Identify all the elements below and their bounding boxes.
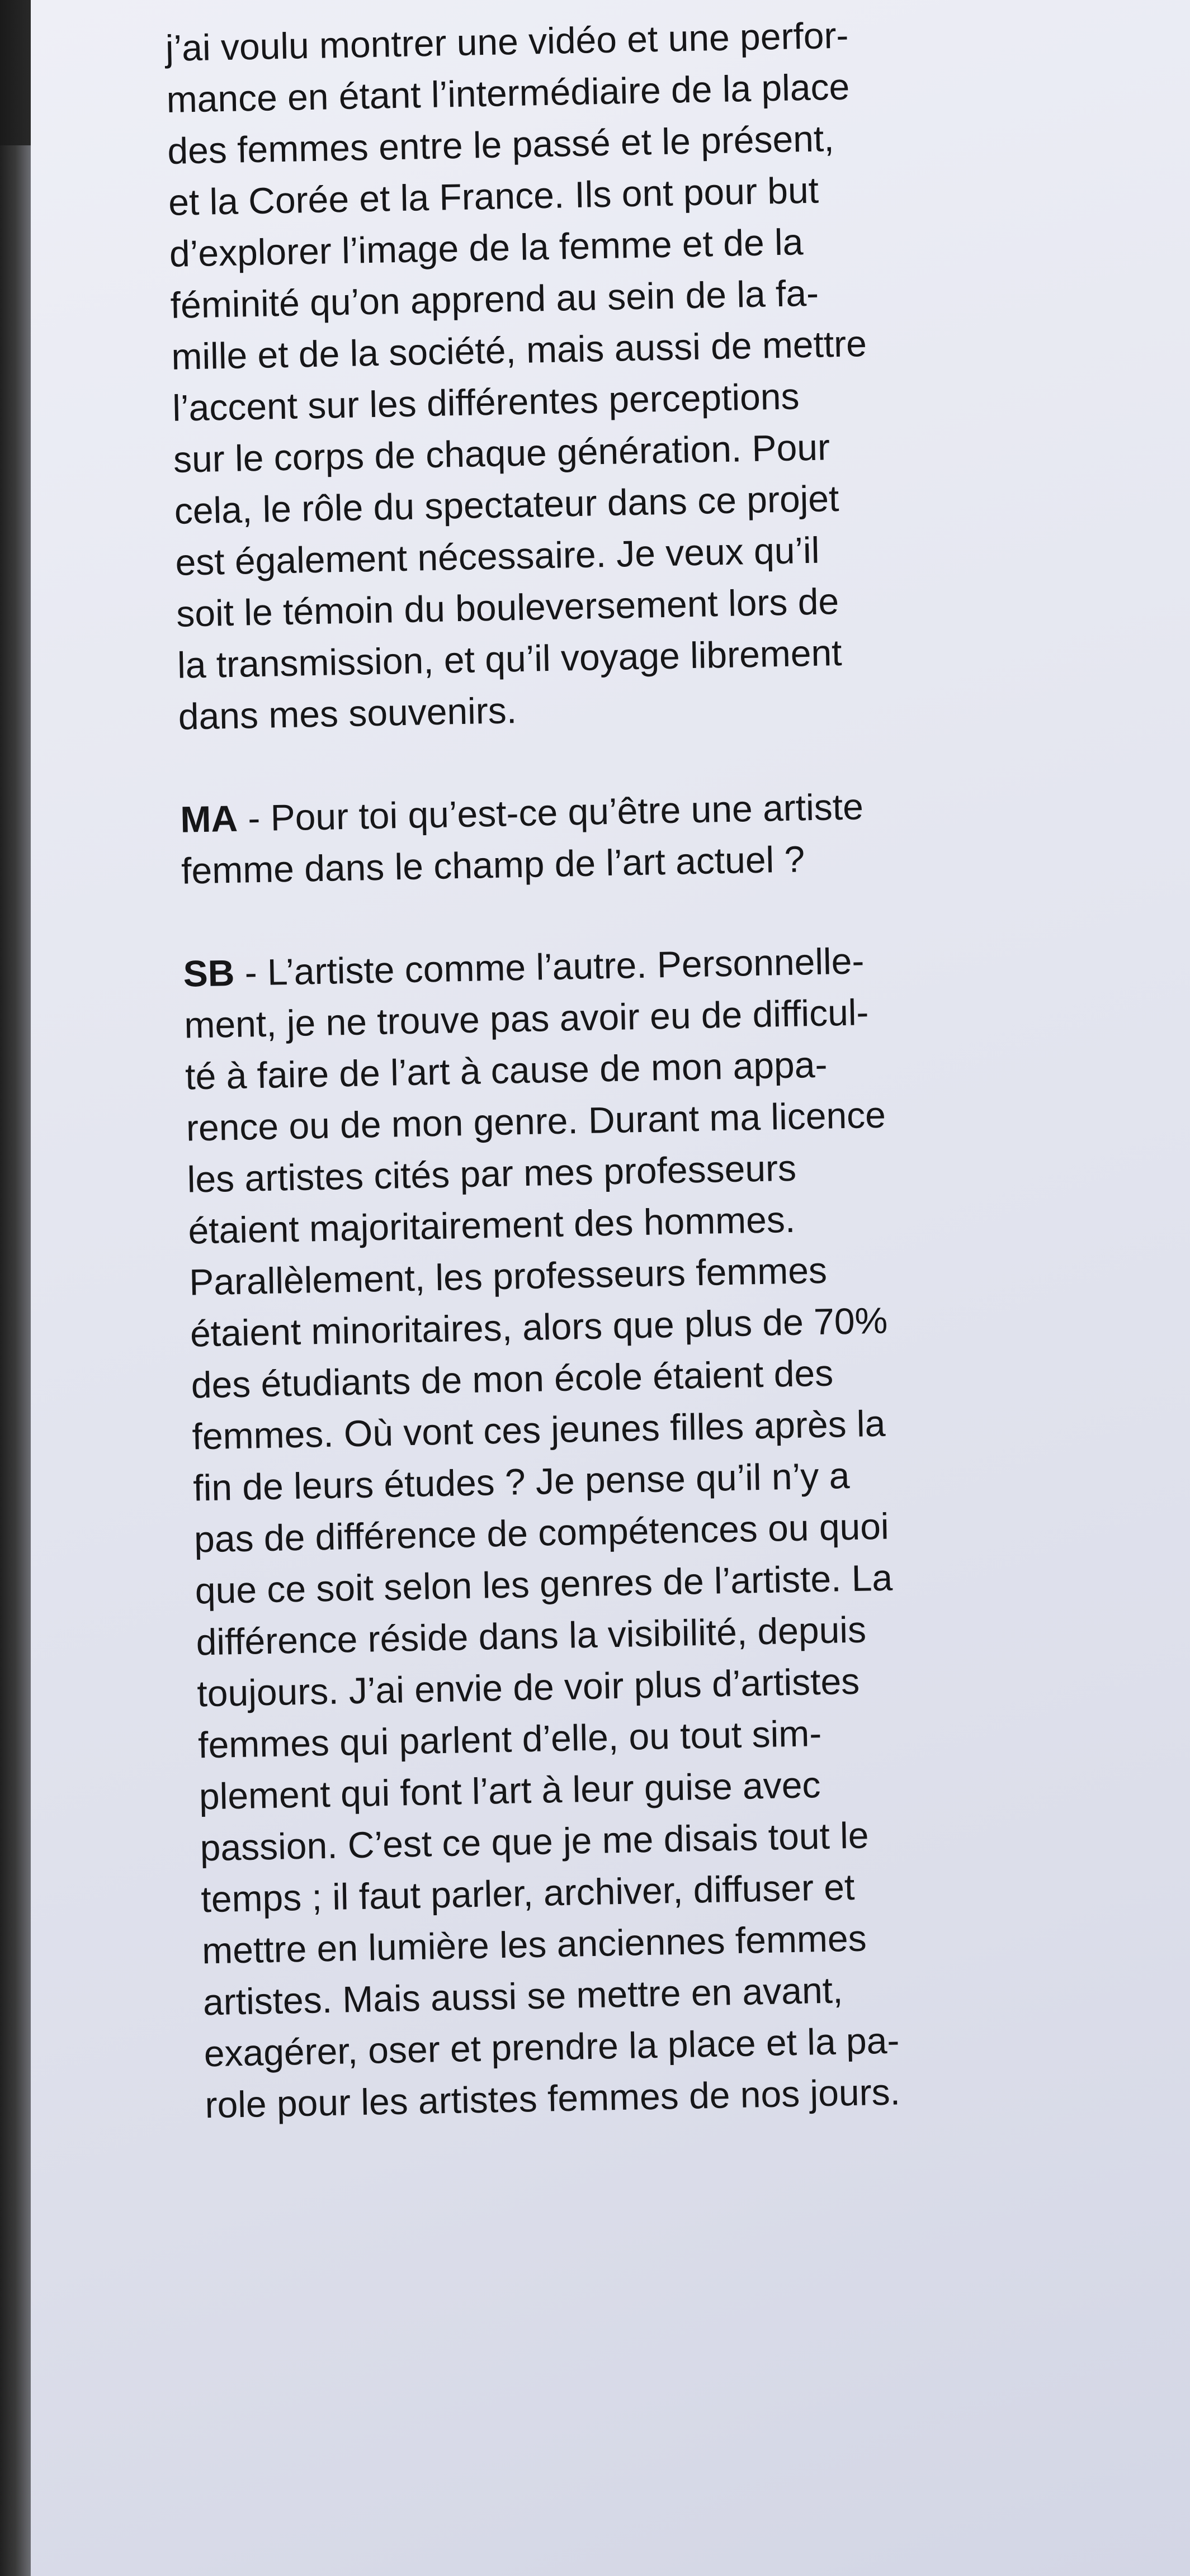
text-line: pas de différence de compétences ou quoi — [193, 1505, 890, 1560]
text-line: femme dans le champ de l’art actuel ? — [181, 838, 805, 892]
text-line: fin de leurs études ? Je pense qu’il n’y a — [192, 1454, 850, 1509]
text-line: différence réside dans la visibilité, depuis — [195, 1608, 867, 1663]
text-line: dans mes souvenirs. — [178, 689, 517, 737]
answer-text: - L’artiste comme l’autre. Personnelle- — [234, 940, 865, 993]
printed-page — [31, 0, 1190, 2576]
text-line: d’explorer l’image de la femme et de la — [169, 221, 804, 274]
text-line: étaient minoritaires, alors que plus de 70% — [190, 1299, 888, 1355]
text-line: mance en étant l’intermédiaire de la place — [166, 65, 850, 120]
text-line: ment, je ne trouve pas avoir eu de difficul- — [183, 991, 870, 1046]
text-line: exagérer, oser et prendre la place et la pa- — [204, 2019, 900, 2075]
text-line: et la Corée et la France. Ils ont pour but — [168, 169, 819, 223]
text-line: té à faire de l’art à cause de mon appa- — [185, 1043, 828, 1097]
text-line: que ce soit selon les genres de l’artiste. La — [195, 1556, 893, 1612]
article-text — [165, 6, 1068, 2182]
text-line: plement qui font l’art à leur guise avec — [199, 1764, 821, 1817]
text-line: artistes. Mais aussi se mettre en avant, — [202, 1969, 843, 2023]
text-line: temps ; il faut parler, archiver, diffuser et — [200, 1865, 855, 1920]
text-line: des femmes entre le passé et le présent, — [167, 117, 835, 172]
paragraph-answer — [183, 931, 1066, 2130]
text-line: est également nécessaire. Je veux qu’il — [174, 529, 820, 583]
text-line: Parallèlement, les professeurs femmes — [188, 1249, 828, 1303]
text-line: femmes qui parlent d’elle, ou tout sim- — [197, 1712, 822, 1766]
text-line: soit le témoin du bouleversement lors de — [176, 580, 839, 634]
text-line: cela, le rôle du spectateur dans ce projet — [174, 477, 839, 532]
text-line: femmes. Où vont ces jeunes filles après la — [191, 1402, 886, 1457]
text-line: étaient majoritairement des hommes. — [187, 1198, 796, 1252]
text-line: la transmission, et qu’il voyage librement — [177, 631, 843, 686]
text-line: l’accent sur les différentes perceptions — [172, 375, 800, 429]
question-text: - Pour toi qu’est-ce qu’être une artiste — [237, 785, 864, 839]
page-shadow-edge — [0, 0, 31, 2576]
speaker-label-ma: MA — [180, 797, 238, 840]
paragraph-intro — [165, 6, 1040, 742]
speaker-label-sb: SB — [182, 951, 235, 995]
text-line: sur le corps de chaque génération. Pour — [173, 426, 830, 480]
text-line: toujours. J’ai envie de voir plus d’artistes — [196, 1660, 860, 1715]
text-line: j’ai voulu montrer une vidéo et une perfor- — [165, 14, 849, 69]
text-line: les artistes cités par mes professeurs — [187, 1147, 797, 1200]
text-line: des étudiants de mon école étaient des — [191, 1352, 834, 1406]
text-line: féminité qu’on apprend au sein de la fa- — [170, 272, 819, 326]
text-line: role pour les artistes femmes de nos jours. — [204, 2071, 901, 2126]
text-line: mettre en lumière les anciennes femmes — [201, 1917, 867, 1972]
paragraph-question — [180, 777, 1042, 897]
text-line: rence ou de mon genre. Durant ma licence — [186, 1093, 886, 1149]
text-line: mille et de la société, mais aussi de mettre — [171, 323, 867, 377]
text-line: passion. C’est ce que je me disais tout le — [199, 1814, 870, 1869]
